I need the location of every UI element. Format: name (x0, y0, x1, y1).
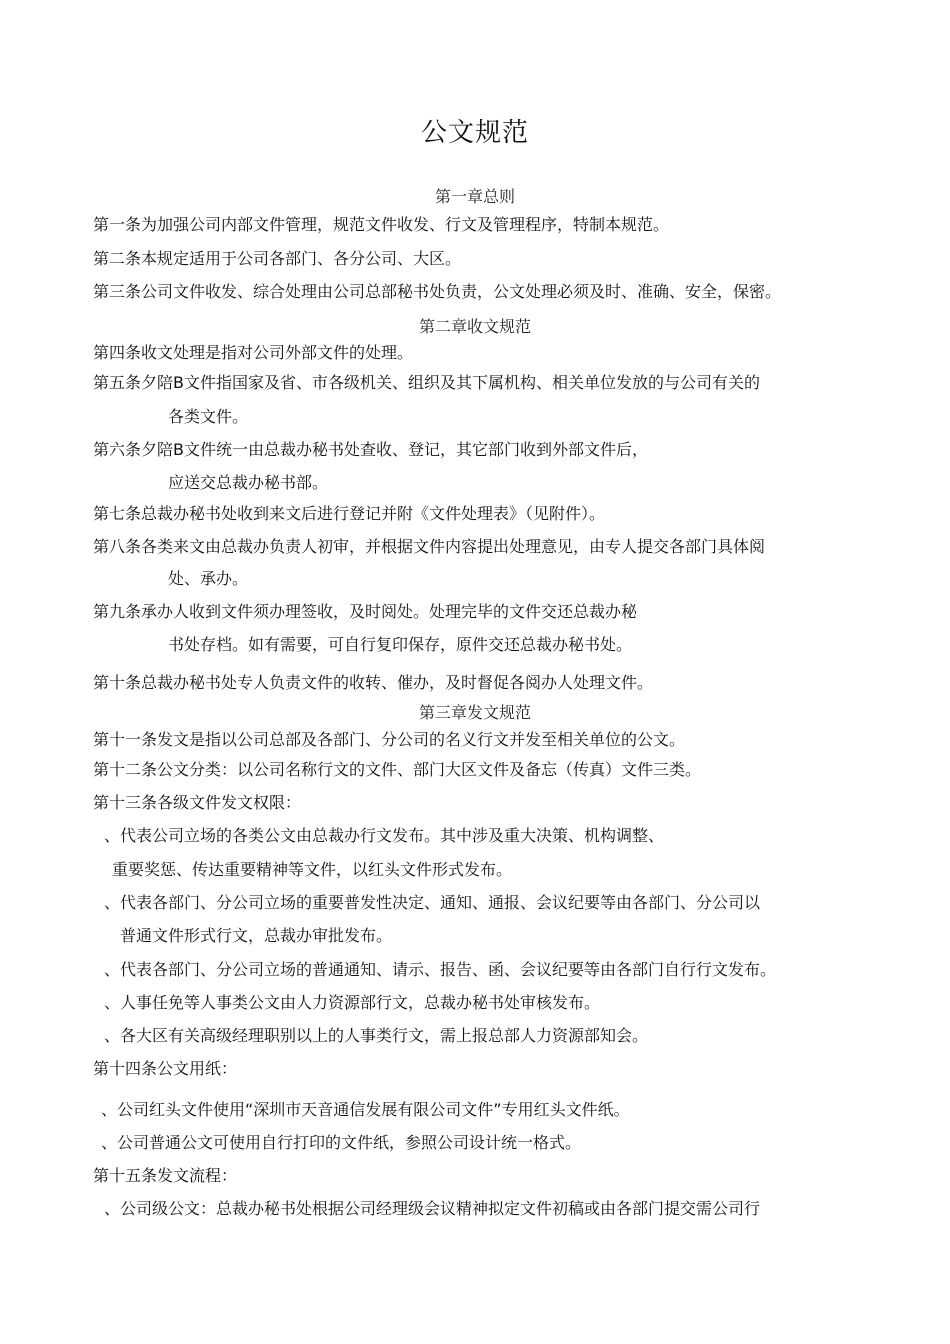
article-2: 第二条本规定适用于公司各部门、各分公司、大区。 (93, 249, 462, 268)
chapter-heading-3: 第三章发文规范 (418, 703, 531, 722)
article-13-item-2-cont: 普通文件形式行文，总裁办审批发布。 (120, 926, 393, 945)
article-9-cont: 书处存档。如有需要，可自行复印保存，原件交还总裁办秘书处。 (168, 635, 633, 654)
chapter-heading-2: 第二章收文规范 (418, 317, 531, 336)
article-13-item-4: 、人事任免等人事类公文由人力资源部行文，总裁办秘书处审核发布。 (104, 993, 601, 1012)
article-11: 第十一条发文是指以公司总部及各部门、分公司的名义行文并发至相关单位的公文。 (93, 730, 686, 749)
article-8: 第八条各类来文由总裁办负责人初审，并根据文件内容提出处理意见，由专人提交各部门具体阅 (93, 537, 766, 556)
article-1: 第一条为加强公司内部文件管理，规范文件收发、行文及管理程序，特制本规范。 (93, 215, 670, 234)
article-12: 第十二条公文分类：以公司名称行文的文件、部门大区文件及备忘（传真）文件三类。 (93, 760, 702, 779)
article-13-item-2: 、代表各部门、分公司立场的重要普发性决定、通知、通报、会议纪要等由各部门、分公司以 (104, 893, 761, 912)
article-9: 第九条承办人收到文件须办理签收，及时阅处。处理完毕的文件交还总裁办秘 (93, 602, 638, 621)
article-15: 第十五条发文流程： (93, 1166, 238, 1185)
article-13-item-3: 、代表各部门、分公司立场的普通通知、请示、报告、函、会议纪要等由各部门自行行文发布。 (104, 960, 777, 979)
article-15-item-1: 、公司级公文：总裁办秘书处根据公司经理级会议精神拟定文件初稿或由各部门提交需公司行 (104, 1199, 761, 1218)
chapter-heading-1: 第一章总则 (434, 187, 515, 206)
article-6: 第六条夕陪B文件统一由总裁办秘书处查收、登记，其它部门收到外部文件后， (93, 440, 648, 459)
article-14-item-2: 、公司普通公文可使用自行打印的文件纸，参照公司设计统一格式。 (101, 1133, 582, 1152)
article-7: 第七条总裁办秘书处收到来文后进行登记并附《文件处理表》（见附件）。 (93, 504, 606, 523)
article-14-item-1: 、公司红头文件使用“深圳市天音通信发展有限公司文件”专用红头文件纸。 (101, 1100, 630, 1119)
document-title: 公文规范 (420, 118, 529, 148)
article-5-cont: 各类文件。 (168, 407, 249, 426)
article-4: 第四条收文处理是指对公司外部文件的处理。 (93, 343, 414, 362)
article-10: 第十条总裁办秘书处专人负责文件的收转、催办，及时督促各阅办人处理文件。 (93, 673, 654, 692)
article-8-cont: 处、承办。 (168, 569, 249, 588)
article-13-item-1-cont: 重要奖惩、传达重要精神等文件，以红头文件形式发布。 (112, 860, 513, 879)
article-5: 第五条夕陪B文件指国家及省、市各级机关、组织及其下属机构、相关单位发放的与公司有关的 (93, 373, 760, 392)
article-13-item-5: 、各大区有关高级经理职别以上的人事类行文，需上报总部人力资源部知会。 (104, 1026, 649, 1045)
article-13: 第十三条各级文件发文权限： (93, 793, 302, 812)
article-13-item-1: 、代表公司立场的各类公文由总裁办行文发布。其中涉及重大决策、机构调整、 (104, 826, 665, 845)
article-3: 第三条公司文件收发、综合处理由公司总部秘书处负责，公文处理必须及时、准确、安全，保密。 (93, 282, 782, 301)
article-6-cont: 应送交总裁办秘书部。 (168, 473, 329, 492)
article-14: 第十四条公文用纸： (93, 1059, 238, 1078)
